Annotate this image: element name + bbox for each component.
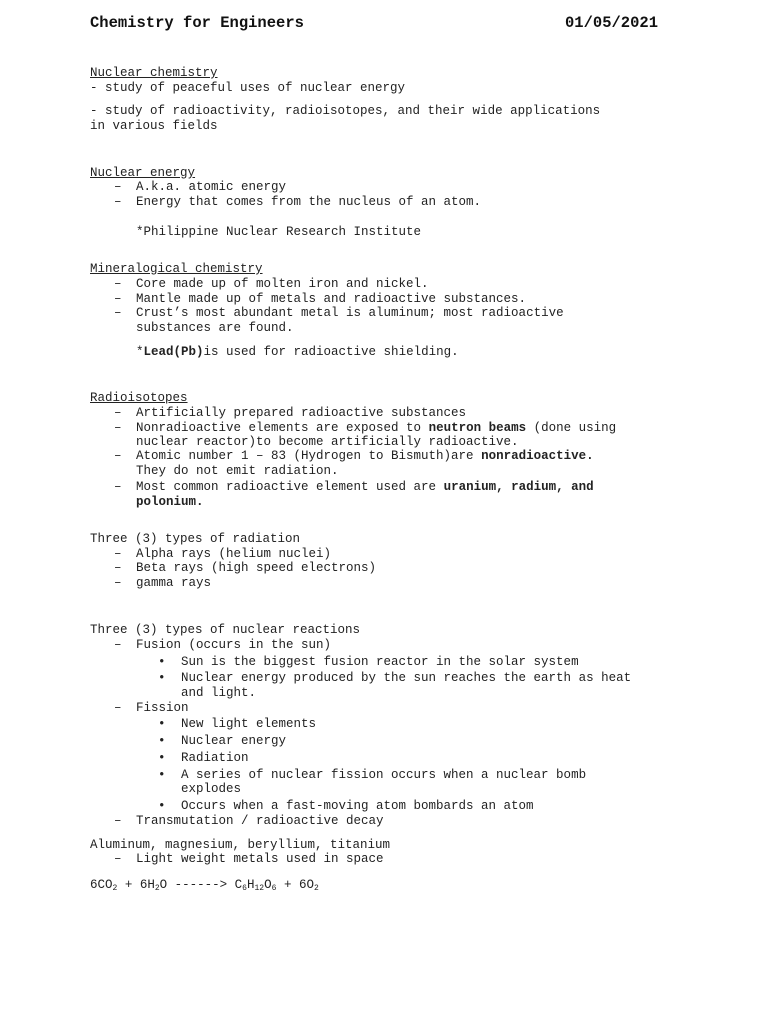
sub-list-item: Occurs when a fast-moving atom bombards an atom [181, 799, 534, 813]
document-title: Chemistry for Engineers [90, 14, 304, 32]
photosynthesis-equation [90, 878, 319, 893]
eq-part: 6CO [90, 878, 113, 892]
dash-marker: – [114, 547, 122, 561]
bullet-marker: • [158, 734, 166, 748]
dash-marker: – [114, 449, 122, 463]
dash-marker: – [114, 814, 122, 828]
section-heading-radioisotopes: Radioisotopes [90, 391, 188, 405]
eq-part: O [264, 878, 272, 892]
dash-marker: – [114, 561, 122, 575]
sub-list-item: Nuclear energy produced by the sun reaches the earth as heat [181, 671, 632, 685]
note-text [136, 345, 459, 360]
eq-subscript: 6 [242, 884, 247, 893]
list-item-transmutation: Transmutation / radioactive decay [136, 814, 384, 828]
dash-marker: – [114, 480, 122, 494]
note-rest: is used for radioactive shielding. [203, 345, 459, 359]
eq-subscript: 2 [154, 884, 160, 893]
section-heading-mineralogical: Mineralogical chemistry [90, 262, 263, 276]
text-line: in various fields [90, 119, 218, 133]
section-heading-metals: Aluminum, magnesium, beryllium, titanium [90, 838, 391, 852]
eq-subscript: 6 [271, 884, 277, 893]
eq-part: + 6O [276, 878, 314, 892]
list-item-fusion: Fusion (occurs in the sun) [136, 638, 332, 652]
section-heading-radiation: Three (3) types of radiation [90, 532, 301, 546]
dash-marker: – [114, 406, 122, 420]
text-line: - study of radioactivity, radioisotopes, and their wide applications [90, 104, 601, 118]
list-item: A.k.a. atomic energy [136, 180, 287, 194]
list-item-continuation: substances are found. [136, 321, 294, 335]
list-item: Alpha rays (helium nuclei) [136, 547, 332, 561]
sub-list-item: Radiation [181, 751, 249, 765]
list-item: gamma rays [136, 576, 212, 590]
eq-subscript: 12 [254, 884, 265, 893]
note-text: *Philippine Nuclear Research Institute [136, 225, 422, 239]
eq-subscript: 2 [313, 884, 319, 893]
document-date: 01/05/2021 [565, 14, 659, 32]
text-run: Atomic number 1 – 83 (Hydrogen to Bismuth)are [136, 449, 482, 463]
list-item: Mantle made up of metals and radioactive substances. [136, 292, 527, 306]
text-bold: neutron beams [428, 421, 527, 435]
text-bold: nonradioactive. [481, 449, 594, 463]
bullet-marker: • [158, 671, 166, 685]
list-item-fission: Fission [136, 701, 189, 715]
eq-part: + 6H [117, 878, 155, 892]
sub-list-item: A series of nuclear fission occurs when a nuclear bomb [181, 768, 587, 782]
list-item: Crust’s most abundant metal is aluminum; most radioactive [136, 306, 564, 320]
list-item-continuation: polonium. [136, 495, 204, 509]
text-bold: uranium, radium, and [443, 480, 594, 494]
sub-list-item: New light elements [181, 717, 317, 731]
dash-marker: – [114, 701, 122, 715]
list-item: Energy that comes from the nucleus of an atom. [136, 195, 482, 209]
dash-marker: – [114, 292, 122, 306]
bullet-marker: • [158, 717, 166, 731]
dash-marker: – [114, 306, 122, 320]
dash-marker: – [114, 180, 122, 194]
list-item: Beta rays (high speed electrons) [136, 561, 377, 575]
section-heading-reactions: Three (3) types of nuclear reactions [90, 623, 361, 637]
dash-marker: – [114, 852, 122, 866]
bullet-marker: • [158, 799, 166, 813]
list-item-continuation: nuclear reactor)to become artificially radioactive. [136, 435, 519, 449]
list-item-continuation: They do not emit radiation. [136, 464, 339, 478]
text-run: (done using [526, 421, 617, 435]
section-heading-nuclear-chemistry: Nuclear chemistry [90, 66, 218, 80]
eq-part: H [246, 878, 255, 892]
list-item [136, 449, 594, 464]
text-line: - study of peaceful uses of nuclear energy [90, 81, 406, 95]
eq-subscript: 2 [112, 884, 118, 893]
sub-list-item-continuation: explodes [181, 782, 242, 796]
list-item [136, 480, 594, 495]
eq-part: O ------> C [159, 878, 243, 892]
list-item: Core made up of molten iron and nickel. [136, 277, 429, 291]
dash-marker: – [114, 195, 122, 209]
bullet-marker: • [158, 768, 166, 782]
dash-marker: – [114, 576, 122, 590]
note-prefix: * [136, 345, 144, 359]
sub-list-item: Sun is the biggest fusion reactor in the solar system [181, 655, 579, 669]
text-run: Nonradioactive elements are exposed to [136, 421, 429, 435]
list-item: Artificially prepared radioactive substances [136, 406, 467, 420]
sub-list-item: Nuclear energy [181, 734, 287, 748]
dash-marker: – [114, 638, 122, 652]
section-heading-nuclear-energy: Nuclear energy [90, 166, 196, 180]
note-bold: Lead(Pb) [143, 345, 204, 359]
sub-list-item-continuation: and light. [181, 686, 257, 700]
list-item [136, 421, 616, 436]
bullet-marker: • [158, 751, 166, 765]
dash-marker: – [114, 277, 122, 291]
list-item: Light weight metals used in space [136, 852, 384, 866]
text-run: Most common radioactive element used are [136, 480, 444, 494]
dash-marker: – [114, 421, 122, 435]
bullet-marker: • [158, 655, 166, 669]
